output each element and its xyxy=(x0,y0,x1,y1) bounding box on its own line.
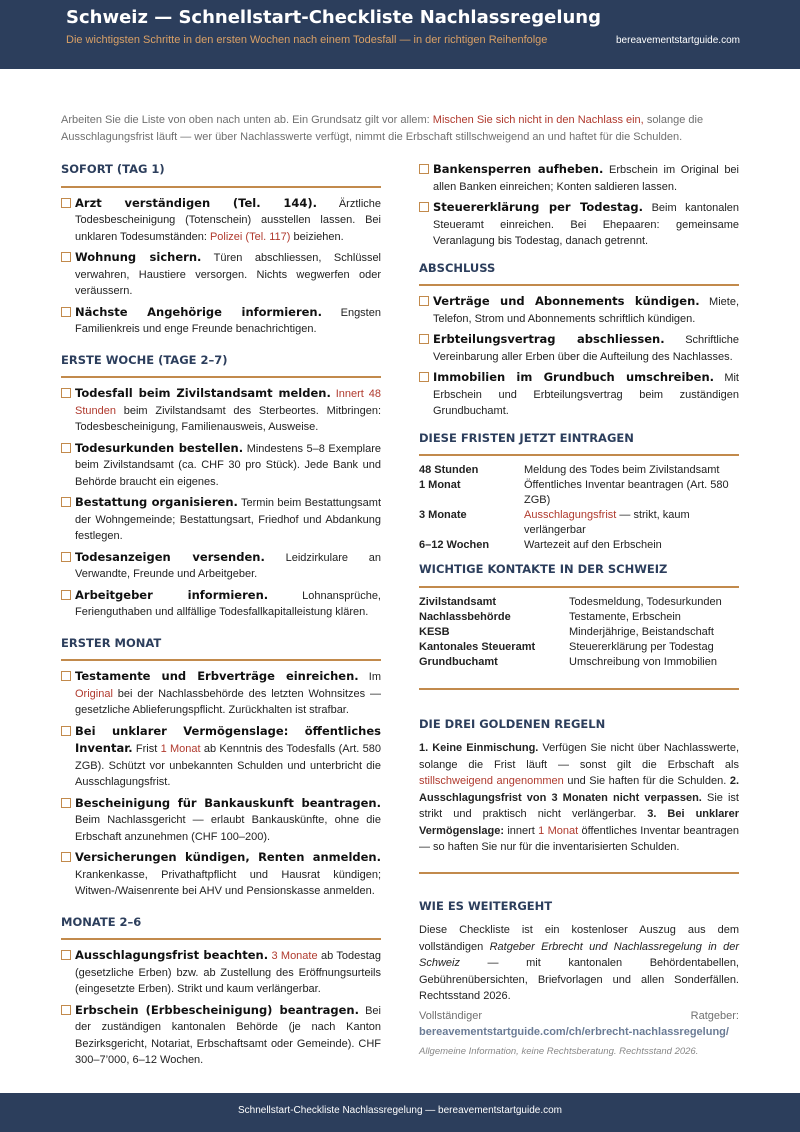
weiter-italic: Ratgeber Erbrecht und Nachlassregelung in der Schweiz xyxy=(419,940,739,969)
table-row xyxy=(419,625,739,640)
left-column xyxy=(61,161,381,1073)
checklist-item[interactable] xyxy=(61,668,381,719)
kontakt-label: Kantonales Steueramt xyxy=(419,640,536,653)
rule-1-title: 1. Keine Einmischung. xyxy=(419,742,539,754)
frist-text: Öffentliches Inventar beantragen (Art. 580 ZGB) xyxy=(524,479,729,506)
item-title: Bei unklarer Vermögenslage: öffentliches Inventar. xyxy=(75,723,381,755)
footer-banner: Schnellstart-Checkliste Nachlassregelung — bereavementstartguide.com xyxy=(0,1093,800,1132)
weiter-link-label: Vollständiger Ratgeber: xyxy=(419,1009,739,1022)
checklist-item[interactable] xyxy=(61,249,381,300)
header-site-link[interactable]: bereavementstartguide.com xyxy=(616,35,740,46)
checkbox-icon[interactable] xyxy=(61,1005,71,1015)
item-text-2: bei der Nachlassbehörde des letzten Wohnsitzes — gesetzliche Ablieferungspflicht. Zurückhalten ist strafbar. xyxy=(75,687,381,716)
checkbox-icon[interactable] xyxy=(419,372,429,382)
item-title: Bestattung organisieren. xyxy=(75,495,238,509)
frist-label: 3 Monate xyxy=(419,509,467,521)
item-highlight: 1 Monat xyxy=(160,743,201,755)
table-row xyxy=(419,508,739,538)
kontakt-label: Grundbuchamt xyxy=(419,655,498,668)
intro-highlight: Mischen Sie sich nicht in den Nachlass ein, xyxy=(432,114,644,126)
table-row xyxy=(419,478,739,508)
section-divider xyxy=(61,376,381,378)
table-row xyxy=(419,538,739,553)
checkbox-icon[interactable] xyxy=(61,726,71,736)
weiter-text-1: Diese Checkliste ist ein kostenloser Auszug aus dem vollständigen xyxy=(419,924,739,953)
rule-2-title: 2. Ausschlagungsfrist von 3 Monaten nicht verpassen. xyxy=(419,775,740,804)
frist-highlight: Ausschlagungsfrist xyxy=(524,509,617,521)
item-title: Steuererklärung per Todestag. xyxy=(433,200,643,214)
item-title: Verträge und Abonnements kündigen. xyxy=(433,294,700,308)
intro-paragraph xyxy=(61,112,739,146)
checklist-item[interactable] xyxy=(61,947,381,998)
section-title-woche: ERSTE WOCHE (TAGE 2–7) xyxy=(61,352,228,367)
item-title: Erbschein (Erbbescheinigung) beantragen. xyxy=(75,1002,359,1017)
item-text: Bei der zuständigen kantonalen Behörde (je nach Kanton Bezirksgericht, Notariat, Erbschaftsamt oder Gemeinde). CHF 300–7’000, 6–12 Wochen. xyxy=(75,1004,381,1066)
section-title-sofort: SOFORT (TAG 1) xyxy=(61,162,165,176)
item-text: Lohnansprüche, Ferienguthaben und allfällige Todesfallkapitalleistung klären. xyxy=(75,589,381,618)
checkbox-icon[interactable] xyxy=(61,198,71,208)
section-title-fristen: DIESE FRISTEN JETZT EINTRAGEN xyxy=(419,430,634,445)
rule-3-text: innert xyxy=(507,824,535,837)
section-divider xyxy=(419,872,739,874)
frist-text: — strikt, kaum verlängerbar xyxy=(524,509,690,536)
section-divider xyxy=(419,284,739,286)
item-text: ab Todestag (gesetzliche Erben) bzw. ab Zustellung des Eröffnungsurteils (eingesetzte Erben). Strikt und kaum verlängerbar. xyxy=(75,950,381,995)
checklist-item[interactable] xyxy=(61,385,381,436)
item-text: Beim Nachlassgericht — erlaubt Bankauskünfte, ohne die Erbschaft anzunehmen (CHF 100–200). xyxy=(75,814,381,843)
checkbox-icon[interactable] xyxy=(419,202,429,212)
rule-1-highlight: stillschweigend angenommen xyxy=(419,775,564,787)
item-text-2: beiziehen. xyxy=(293,230,344,243)
item-title: Todesurkunden bestellen. xyxy=(75,440,244,455)
kontakt-text: Todesmeldung, Todesurkunden xyxy=(569,595,722,608)
checkbox-icon[interactable] xyxy=(61,950,71,960)
item-highlight: Original xyxy=(75,687,113,700)
item-title: Nächste Angehörige informieren. xyxy=(75,304,322,319)
item-highlight: Innert 48 Stunden xyxy=(75,388,381,417)
item-title: Wohnung sichern. xyxy=(75,250,202,264)
item-text-2: ab Kenntnis des Todesfalls (Art. 580 ZGB). Schützt vor unbekannten Schulden und unterbricht die Ausschlagungsfrist. xyxy=(75,743,381,788)
item-title: Versicherungen kündigen, Renten anmelden. xyxy=(75,850,381,864)
section-title-regeln: DIE DREI GOLDENEN REGELN xyxy=(419,716,606,731)
item-title: Ausschlagungsfrist beachten. xyxy=(75,948,269,962)
item-text: Beim kantonalen Steueramt einreichen. Bei Ehepaaren: gemeinsame Veranlagung bis Todestag, danach getrennt. xyxy=(433,202,739,247)
item-text: Erbschein im Original bei allen Banken einreichen; Konten saldieren lassen. xyxy=(433,164,739,193)
table-row xyxy=(419,595,739,610)
frist-label: 1 Monat xyxy=(419,479,461,491)
rule-1-text-2: und Sie haften für die Schulden. xyxy=(567,775,727,787)
checklist-item[interactable] xyxy=(61,1002,381,1069)
checklist-item[interactable] xyxy=(419,331,739,365)
section-divider xyxy=(61,186,381,188)
checkbox-icon[interactable] xyxy=(419,334,429,344)
guide-link[interactable]: bereavementstartguide.com/ch/erbrecht-nachlassregelung/ xyxy=(419,1026,729,1038)
item-text: Engsten Familienkreis und enge Freunde benachrichtigen. xyxy=(75,306,381,335)
rule-1-text: Verfügen Sie nicht über Nachlasswerte, solange die Frist läuft — sonst gilt die Erbschaft als xyxy=(419,742,740,771)
rule-2-text: Sie ist strikt und praktisch nicht verlängerbar. xyxy=(419,791,739,820)
rule-3-text-2: öffentliches Inventar beantragen — so haften Sie nur für die inventarisierten Schulden. xyxy=(419,824,740,853)
checkbox-icon[interactable] xyxy=(61,443,71,453)
item-highlight: Polizei (Tel. 117) xyxy=(209,230,291,243)
frist-text: Meldung des Todes beim Zivilstandsamt xyxy=(524,464,720,476)
kontakte-table xyxy=(419,595,739,670)
checklist-item[interactable] xyxy=(61,494,381,545)
item-title: Erbteilungsvertrag abschliessen. xyxy=(433,332,665,346)
checklist-item[interactable] xyxy=(419,161,739,195)
checklist-item[interactable] xyxy=(61,195,381,246)
section-divider xyxy=(61,938,381,940)
frist-cell xyxy=(524,508,739,538)
checkbox-icon[interactable] xyxy=(61,590,71,600)
item-text: Ärztliche Todesbescheinigung (Totenschein) ausstellen lassen. Bei unklaren Todesumständen: xyxy=(75,197,381,243)
checkbox-icon[interactable] xyxy=(61,852,71,862)
checkbox-icon[interactable] xyxy=(61,497,71,507)
checkbox-icon[interactable] xyxy=(61,388,71,398)
checklist-item[interactable] xyxy=(61,849,381,900)
item-text: Schriftliche Vereinbarung aller Erben über die Aufteilung des Nachlasses. xyxy=(433,334,740,363)
intro-text-a: Arbeiten Sie die Liste von oben nach unten ab. Ein Grundsatz gilt vor allem: xyxy=(61,114,430,126)
item-title: Arzt verständigen (Tel. 144). xyxy=(75,195,317,210)
section-title-monat: ERSTER MONAT xyxy=(61,635,162,650)
item-title: Todesanzeigen versenden. xyxy=(75,549,265,564)
item-title: Bescheinigung für Bankauskunft beantragen. xyxy=(75,795,381,810)
weiter-text-2: — mit kantonalen Behördentabellen, Gebührenübersichten, Briefvorlagen und allen Sonderfällen. Rechtsstand 2026. xyxy=(419,957,739,1002)
page-subtitle: Die wichtigsten Schritte in den ersten Wochen nach einem Todesfall — in der richtigen Reihenfolge xyxy=(66,34,548,46)
item-title: Immobilien im Grundbuch umschreiben. xyxy=(433,370,715,384)
item-text: Frist xyxy=(135,743,158,755)
right-column xyxy=(419,161,739,1060)
checklist-item[interactable] xyxy=(61,587,381,621)
item-title: Arbeitgeber informieren. xyxy=(75,587,269,602)
checkbox-icon[interactable] xyxy=(61,798,71,808)
section-title-abschluss: ABSCHLUSS xyxy=(419,260,496,275)
frist-text: Wartezeit auf den Erbschein xyxy=(524,539,662,551)
section-title-kontakte: WICHTIGE KONTAKTE IN DER SCHWEIZ xyxy=(419,562,668,576)
fristen-table xyxy=(419,463,739,553)
kontakt-text: Testamente, Erbschein xyxy=(569,610,681,623)
checklist-item[interactable] xyxy=(61,795,381,846)
item-text: Miete, Telefon, Strom und Abonnements schriftlich kündigen. xyxy=(433,296,740,325)
weiter-link-line xyxy=(419,1008,739,1041)
checklist-item[interactable] xyxy=(61,549,381,583)
frist-label: 48 Stunden xyxy=(419,464,479,476)
checkbox-icon[interactable] xyxy=(61,307,71,317)
golden-rules xyxy=(419,740,739,856)
header-banner xyxy=(0,0,800,69)
rule-3-title: 3. Bei unklarer Vermögenslage: xyxy=(419,808,739,837)
table-row xyxy=(419,463,739,478)
section-title-weiter: WIE ES WEITERGEHT xyxy=(419,898,553,913)
checklist-item[interactable] xyxy=(61,723,381,791)
kontakt-text: Minderjährige, Beistandschaft xyxy=(569,625,714,638)
intro-text-b: solange die Ausschlagungsfrist läuft — wer über Nachlasswerte verfügt, nimmt die Erbschaft stillschweigend an und haftet für die Schulden. xyxy=(61,114,704,143)
kontakt-text: Steuererklärung per Todestag xyxy=(569,640,714,653)
item-title: Testamente und Erbverträge einreichen. xyxy=(75,669,359,683)
kontakt-label: Nachlassbehörde xyxy=(419,610,511,623)
item-text: Im xyxy=(368,671,381,683)
rule-3-highlight: 1 Monat xyxy=(538,824,579,837)
checklist-item[interactable] xyxy=(61,304,381,338)
table-row xyxy=(419,610,739,625)
frist-label: 6–12 Wochen xyxy=(419,539,490,551)
weiter-block xyxy=(419,922,739,1060)
kontakt-text: Umschreibung von Immobilien xyxy=(569,655,717,668)
checklist-item[interactable] xyxy=(419,293,739,327)
checkbox-icon[interactable] xyxy=(61,252,71,262)
item-title: Bankensperren aufheben. xyxy=(433,162,604,176)
checklist-item[interactable] xyxy=(419,369,739,420)
checklist-item[interactable] xyxy=(419,199,739,250)
kontakt-label: KESB xyxy=(419,625,450,638)
section-divider xyxy=(61,659,381,661)
item-text: Mit Erbschein und Erbteilungsvertrag beim zuständigen Grundbuchamt. xyxy=(433,372,739,417)
section-divider xyxy=(419,454,739,456)
checkbox-icon[interactable] xyxy=(61,671,71,681)
checklist-item[interactable] xyxy=(61,440,381,491)
checkbox-icon[interactable] xyxy=(61,552,71,562)
checkbox-icon[interactable] xyxy=(419,164,429,174)
kontakt-label: Zivilstandsamt xyxy=(419,595,497,608)
item-text: Mindestens 5–8 Exemplare beim Zivilstandsamt (ca. CHF 30 pro Stück). Jede Bank und Behörde braucht ein eigenes. xyxy=(75,442,382,488)
item-text: Leidzirkulare an Verwandte, Freunde und Arbeitgeber. xyxy=(75,551,382,580)
item-highlight: 3 Monate xyxy=(271,950,318,962)
weiter-paragraph xyxy=(419,922,739,1005)
item-text: Termin beim Bestattungsamt der Wohngemeinde; Bestattungsart, Friedhof und Abdankung festlegen. xyxy=(75,497,382,542)
item-text: beim Zivilstandsamt des Sterbeortes. Mitbringen: Todesbescheinigung, Familienausweis, Ausweise. xyxy=(75,404,381,433)
section-divider xyxy=(419,586,739,588)
rule-paragraph xyxy=(419,740,739,856)
item-text: Türen abschliessen, Schlüssel verwahren, Haustiere versorgen. Nichts wegwerfen oder veräussern. xyxy=(75,252,382,297)
item-text: Krankenkasse, Privathaftpflicht und Hausrat kündigen; Witwen-/Waisenrente bei AHV und Pensionskasse anmelden. xyxy=(75,868,381,897)
section-title-monate: MONATE 2–6 xyxy=(61,914,142,929)
table-row xyxy=(419,655,739,670)
table-row xyxy=(419,640,739,655)
checkbox-icon[interactable] xyxy=(419,296,429,306)
page-title: Schweiz — Schnellstart-Checkliste Nachlassregelung xyxy=(66,7,601,28)
section-divider xyxy=(419,688,739,690)
item-title: Todesfall beim Zivilstandsamt melden. xyxy=(75,386,331,400)
disclaimer-note: Allgemeine Information, keine Rechtsberatung. Rechtsstand 2026. xyxy=(419,1045,699,1057)
